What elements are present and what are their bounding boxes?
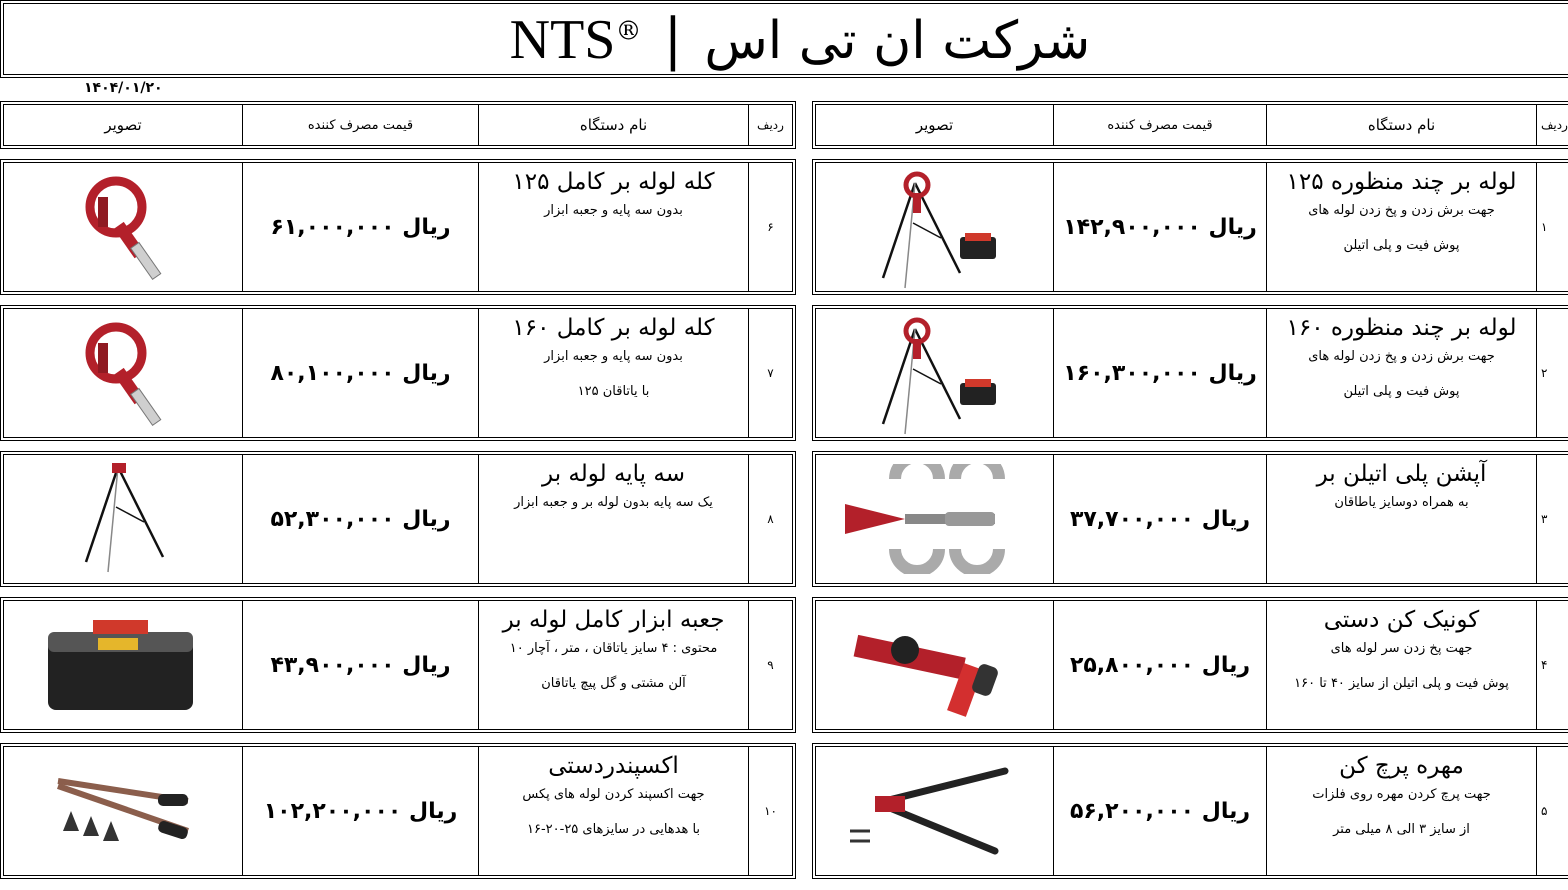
- device-description-line-2: از سایز ۳ الی ۸ میلی متر: [1333, 822, 1470, 837]
- device-description-line-2: آلن مشتی و گل پیچ یاتاقان: [541, 676, 686, 691]
- product-image-cell: [4, 747, 242, 875]
- device-description-line-1: یک سه پایه بدون لوله بر و جعبه ابزار: [514, 495, 713, 510]
- device-title: اکسپندردستی: [548, 753, 679, 779]
- currency-label: ریال: [1201, 652, 1251, 678]
- header-consumer-price: قیمت مصرف کننده: [242, 105, 478, 145]
- left-table-row: [0, 305, 796, 441]
- row-number: ۲: [1536, 309, 1568, 437]
- device-description-line-1: به همراه دوسایز یاطاقان: [1334, 495, 1469, 510]
- header-image: تصویر: [104, 116, 142, 134]
- currency-label: ریال: [402, 360, 451, 386]
- currency-label: ریال: [1201, 798, 1251, 824]
- header-separator: |: [663, 6, 683, 72]
- consumer-price-cell: [242, 455, 478, 583]
- header-radif: ردیف: [748, 105, 792, 145]
- row-number: ۵: [1536, 747, 1568, 875]
- product-image-cell: [4, 163, 242, 291]
- product-image-cell: [816, 309, 1053, 437]
- footer-strip: [0, 884, 1568, 890]
- hand-chamfer-tool-icon: [845, 610, 1025, 720]
- consumer-price-cell: [1053, 163, 1266, 291]
- header-device-name: نام دستگاه: [1266, 105, 1536, 145]
- right-table-row: [812, 743, 1568, 879]
- consumer-price-cell: [1053, 601, 1266, 729]
- device-name-cell: [478, 163, 748, 291]
- left-table-row: [0, 597, 796, 733]
- product-image-cell: [4, 455, 242, 583]
- consumer-price-cell: [242, 309, 478, 437]
- row-number: ۶: [748, 163, 792, 291]
- product-image-cell: [4, 601, 242, 729]
- device-title: کله لوله بر کامل ۱۲۵: [512, 169, 715, 195]
- device-name-cell: [478, 747, 748, 875]
- rivet-nut-tool-icon: [845, 756, 1025, 866]
- currency-label: ریال: [1201, 506, 1251, 532]
- tripod-cutter-with-toolbox-icon: [865, 311, 1005, 436]
- device-name-cell: [1266, 601, 1536, 729]
- consumer-price-cell: [1053, 455, 1266, 583]
- page-header: [0, 0, 1568, 78]
- price-value: ۱۶۰,۳۰۰,۰۰۰: [1063, 360, 1201, 386]
- left-header-row: [0, 101, 796, 149]
- row-number: ۴: [1536, 601, 1568, 729]
- device-name-cell: [478, 601, 748, 729]
- device-title: سه پایه لوله بر: [542, 461, 685, 487]
- device-name-cell: [478, 455, 748, 583]
- device-description-line-1: بدون سه پایه و جعبه ابزار: [544, 349, 683, 364]
- device-description-line-1: جهت اکسپند کردن لوله های پکس: [522, 787, 705, 802]
- right-header-row: [812, 101, 1568, 149]
- device-description-line-1: محتوی : ۴ سایز یاتاقان ، متر ، آچار ۱۰: [509, 641, 718, 656]
- price-value: ۴۳,۹۰۰,۰۰۰: [270, 652, 395, 678]
- device-title: مهره پرچ کن: [1339, 753, 1464, 779]
- product-image-cell: [816, 747, 1053, 875]
- currency-label: ریال: [1208, 214, 1257, 240]
- consumer-price-cell: [242, 747, 478, 875]
- device-name-cell: [1266, 163, 1536, 291]
- device-title: جعبه ابزار کامل لوله بر: [502, 607, 725, 633]
- row-number: ۳: [1536, 455, 1568, 583]
- row-number: ۹: [748, 601, 792, 729]
- currency-label: ریال: [402, 652, 451, 678]
- device-title: لوله بر چند منظوره ۱۶۰: [1286, 315, 1517, 341]
- device-title: کونیک کن دستی: [1323, 607, 1480, 633]
- currency-label: ریال: [1208, 360, 1257, 386]
- registered-mark: ®: [615, 16, 642, 47]
- tripod-cutter-with-toolbox-icon: [865, 165, 1005, 290]
- hand-expander-icon: [38, 756, 208, 866]
- company-name: شرکت ان تی اس: [704, 10, 1091, 71]
- device-name-cell: [478, 309, 748, 437]
- product-image-cell: [816, 163, 1053, 291]
- price-value: ۶۱,۰۰۰,۰۰۰: [270, 214, 395, 240]
- price-value: ۵۲,۳۰۰,۰۰۰: [270, 506, 395, 532]
- currency-label: ریال: [402, 214, 451, 240]
- device-description-line-2: پوش فیت و پلی اتیلن: [1343, 238, 1460, 253]
- product-image-cell: [816, 601, 1053, 729]
- header-image: تصویر: [915, 116, 954, 134]
- device-title: لوله بر چند منظوره ۱۲۵: [1286, 169, 1517, 195]
- tripod-icon: [68, 457, 178, 582]
- price-value: ۲۵,۸۰۰,۰۰۰: [1069, 652, 1195, 678]
- currency-label: ریال: [402, 506, 451, 532]
- consumer-price-cell: [1053, 747, 1266, 875]
- currency-label: ریال: [408, 798, 458, 824]
- pipe-cutter-head-icon: [68, 313, 178, 433]
- row-number: ۱۰: [748, 747, 792, 875]
- right-table-row: [812, 305, 1568, 441]
- cutter-with-bearings-icon: [835, 464, 1035, 574]
- left-table-row: [0, 451, 796, 587]
- device-title: کله لوله بر کامل ۱۶۰: [512, 315, 715, 341]
- device-description-line-1: جهت برش زدن و پخ زدن لوله های: [1308, 349, 1495, 364]
- left-table-row: [0, 743, 796, 879]
- price-value: ۸۰,۱۰۰,۰۰۰: [270, 360, 395, 386]
- header-device-name: نام دستگاه: [478, 105, 748, 145]
- device-description-line-1: بدون سه پایه و جعبه ابزار: [544, 203, 683, 218]
- device-description-line-2: پوش فیت و پلی اتیلن از سایز ۴۰ تا ۱۶۰: [1294, 676, 1509, 691]
- left-table-row: [0, 159, 796, 295]
- device-title: آپشن پلی اتیلن بر: [1316, 461, 1487, 487]
- brand-name: NTS: [509, 8, 616, 71]
- price-value: ۱۰۲,۲۰۰,۰۰۰: [263, 798, 402, 824]
- row-number: ۱: [1536, 163, 1568, 291]
- toolbox-icon: [38, 610, 208, 720]
- price-value: ۵۶,۲۰۰,۰۰۰: [1069, 798, 1195, 824]
- price-list-date: ۱۴۰۴/۰۱/۲۰: [84, 80, 163, 96]
- device-description-line-2: پوش فیت و پلی اتیلن: [1343, 384, 1460, 399]
- consumer-price-cell: [242, 601, 478, 729]
- row-number: ۷: [748, 309, 792, 437]
- right-table-row: [812, 451, 1568, 587]
- device-description-line-1: جهت پرچ کردن مهره روی فلزات: [1312, 787, 1491, 802]
- right-table-row: [812, 159, 1568, 295]
- device-name-cell: [1266, 309, 1536, 437]
- right-table-row: [812, 597, 1568, 733]
- header-consumer-price: قیمت مصرف کننده: [1053, 105, 1266, 145]
- device-description-line-2: با یاتاقان ۱۲۵: [577, 384, 650, 399]
- product-image-cell: [816, 455, 1053, 583]
- device-description-line-1: جهت پخ زدن سر لوله های: [1330, 641, 1473, 656]
- product-image-cell: [4, 309, 242, 437]
- row-number: ۸: [748, 455, 792, 583]
- header-radif: ردیف: [1536, 105, 1568, 145]
- consumer-price-cell: [1053, 309, 1266, 437]
- device-name-cell: [1266, 455, 1536, 583]
- consumer-price-cell: [242, 163, 478, 291]
- device-description-line-1: جهت برش زدن و پخ زدن لوله های: [1308, 203, 1495, 218]
- price-value: ۳۷,۷۰۰,۰۰۰: [1069, 506, 1195, 532]
- pipe-cutter-head-icon: [68, 167, 178, 287]
- device-description-line-2: با هدهایی در سایزهای ۲۵-۲۰-۱۶: [526, 822, 701, 837]
- device-name-cell: [1266, 747, 1536, 875]
- price-value: ۱۴۲,۹۰۰,۰۰۰: [1063, 214, 1201, 240]
